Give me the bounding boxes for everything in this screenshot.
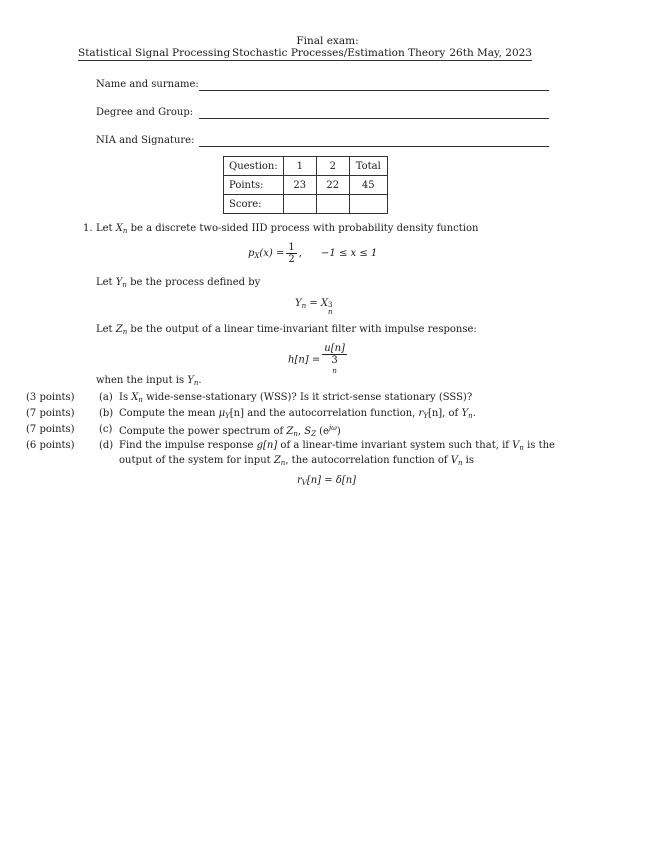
- points-cell-total: 45: [349, 176, 387, 195]
- part-b-label: (b): [99, 408, 114, 419]
- points-cell-1: 23: [283, 176, 316, 195]
- row-label-score: Score:: [224, 195, 284, 214]
- points-cell-2: 22: [316, 176, 349, 195]
- autocorrelation-equation: $r_V[n] = \delta[n]$: [297, 475, 357, 487]
- col-header-2: 2: [316, 157, 349, 176]
- part-b-points: (7 points): [26, 408, 75, 419]
- part-b-text: Compute the mean $\mu_Y[n]$ and the autocorrelation function, $r_Y[n]$, of $Y_n$.: [119, 408, 476, 420]
- exam-date: 26th May, 2023: [449, 47, 532, 59]
- part-d-text-line1: Find the impulse response g[n] of a linear-time invariant system such that, if $V_n$ is the: [119, 440, 555, 452]
- score-cell-2[interactable]: [316, 195, 349, 214]
- name-field[interactable]: [96, 79, 549, 93]
- nia-label: NIA and Signature:: [96, 135, 195, 146]
- pdf-fraction: $\frac{1}{2}$: [288, 242, 295, 265]
- part-a-text: Is $X_n$ wide-sense-stationary (WSS)? Is it strict-sense stationary (SSS)?: [119, 392, 473, 404]
- part-a-label: (a): [99, 392, 113, 403]
- row-label-points: Points:: [224, 176, 284, 195]
- part-d-label: (d): [99, 440, 114, 451]
- course-name: Statistical Signal Processing: [78, 47, 231, 59]
- impulse-response-equation: h[n] = u[n] 3 n: [288, 343, 345, 375]
- name-line: [199, 90, 549, 91]
- exam-title: Final exam:: [296, 35, 359, 47]
- part-c-label: (c): [99, 424, 113, 435]
- col-header-1: 1: [283, 157, 316, 176]
- degree-line: [199, 118, 549, 119]
- degree-field[interactable]: [96, 107, 549, 121]
- pdf-equation: $p_X(x)$ = $\frac{1}{2}$ , −1 ≤ x ≤ 1: [248, 242, 378, 265]
- input-text: when the input is $Y_n$.: [96, 375, 202, 387]
- part-d-points: (6 points): [26, 440, 75, 451]
- row-label-question: Question:: [224, 157, 284, 176]
- part-c-points: (7 points): [26, 424, 75, 435]
- nia-line: [199, 146, 549, 147]
- part-a-points: (3 points): [26, 392, 75, 403]
- table-row: [224, 157, 388, 176]
- part-d-text-line2: output of the system for input $Z_n$, the autocorrelation function of $V_n$ is: [119, 455, 474, 467]
- degree-label: Degree and Group:: [96, 107, 194, 118]
- name-label: Name and surname:: [96, 79, 199, 90]
- score-table: [223, 156, 388, 214]
- y-equation: $Y_n = X$ 3 n: [295, 298, 333, 316]
- table-row: [224, 176, 388, 195]
- col-header-total: Total: [349, 157, 387, 176]
- part-c-text: Compute the power spectrum of $Z_n$, $S_Z$ $(e^{j\omega})$: [119, 424, 341, 438]
- header-rule: [78, 60, 532, 61]
- y-process-text: Let $Y_n$ be the process defined by: [96, 277, 261, 289]
- score-cell-1[interactable]: [283, 195, 316, 214]
- score-cell-total[interactable]: [349, 195, 387, 214]
- impulse-fraction: u[n] 3 n: [324, 343, 345, 375]
- nia-field[interactable]: [96, 135, 549, 149]
- table-row: [224, 195, 388, 214]
- problem-intro: Let $X_n$ be a discrete two-sided IID process with probability density function: [96, 223, 479, 235]
- z-process-text: Let $Z_n$ be the output of a linear time-invariant filter with impulse response:: [96, 324, 477, 336]
- problem-number: 1.: [83, 223, 93, 234]
- exam-subtitle: Stochastic Processes/Estimation Theory: [232, 47, 446, 59]
